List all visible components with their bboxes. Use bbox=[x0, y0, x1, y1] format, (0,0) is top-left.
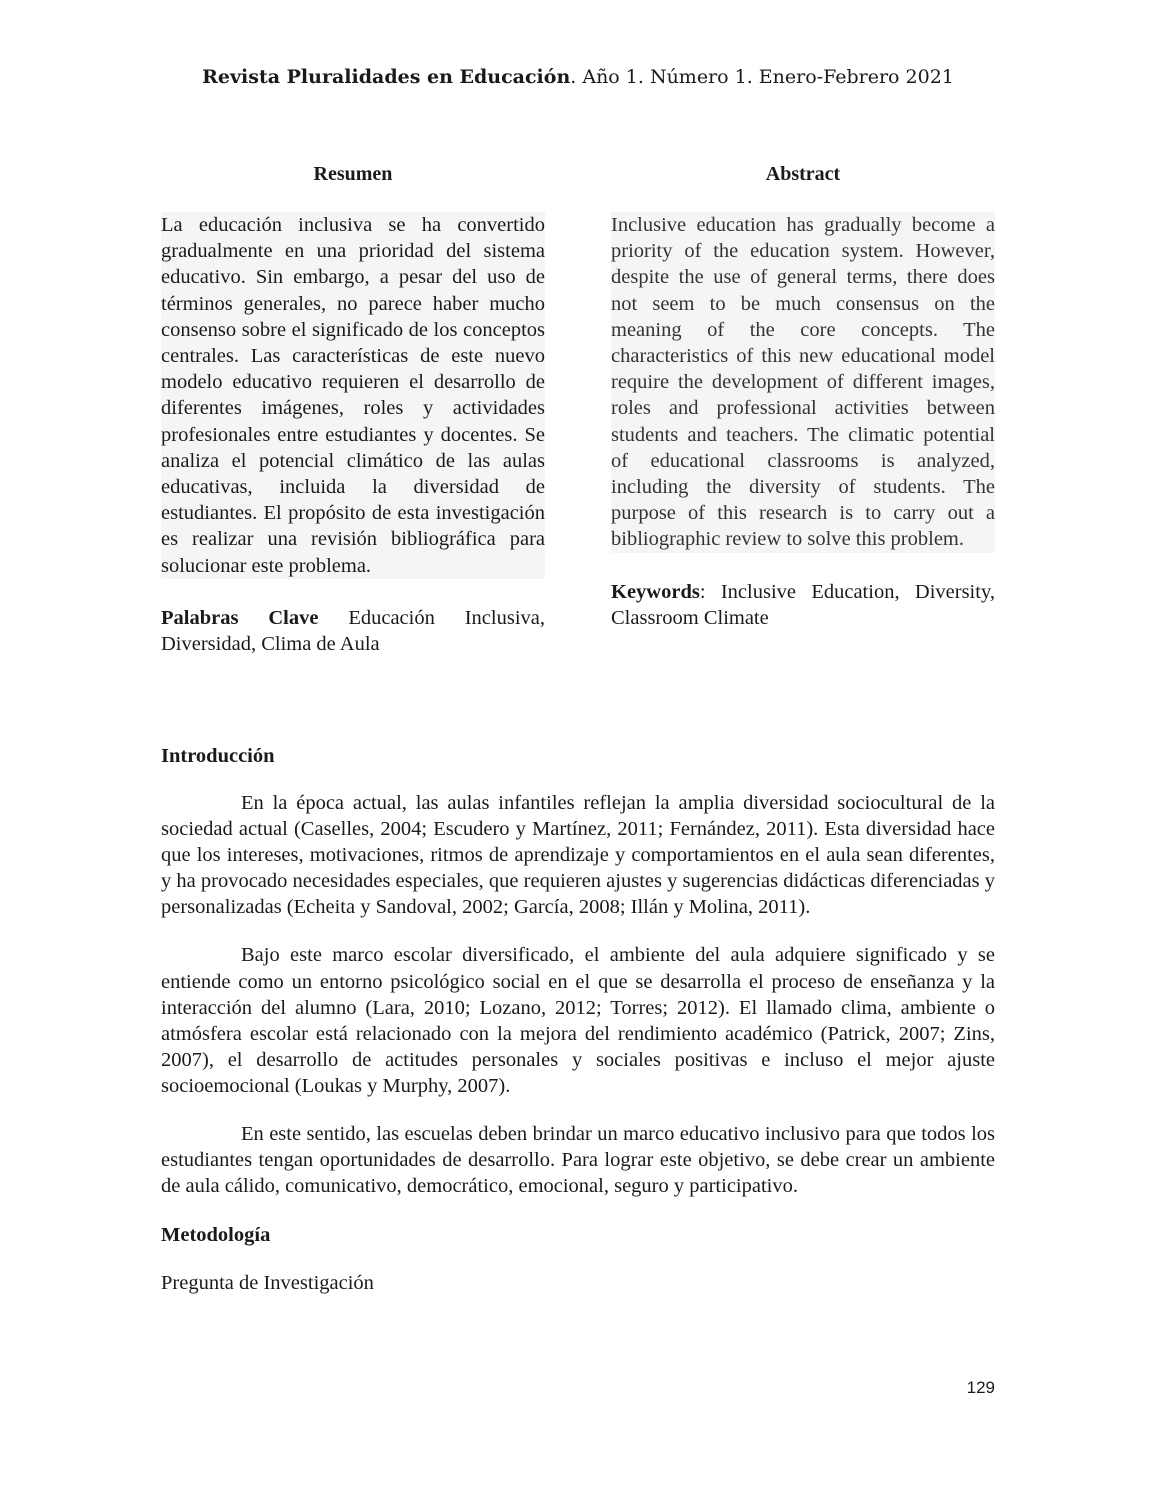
intro-paragraph-1: En la época actual, las aulas infantiles reflejan la amplia diversidad sociocultural de la sociedad actual (Caselles, 2004; Escudero y Martínez, 2011; Fernández, 2011). Esta diversidad hace que los intereses, motivaciones, ritmos de aprendizaje y comportamientos en el aula sean diferentes, y ha provocado necesidades especiales, que requieren ajustes y sugerencias didácticas diferenciadas y personalizadas (Echeita y Sandoval, 2002; García, 2008; Illán y Molina, 2011). bbox=[161, 792, 995, 919]
journal-title: Revista Pluralidades en Educación bbox=[202, 66, 571, 88]
issue-info: . Año 1. Número 1. Enero-Febrero 2021 bbox=[570, 66, 954, 88]
resumen-text: La educación inclusiva se ha convertido gradualmente en una prioridad del sistema educativo. Sin embargo, a pesar del uso de términos generales, no parece haber mucho consenso sobre el significado de los conceptos centrales. Las características de este nuevo modelo educativo requieren el desarrollo de diferentes imágenes, roles y actividades profesionales entre estudiantes y docentes. Se analiza el potencial climático de las aulas educativas, incluida la diversidad de estudiantes. El propósito de esta investigación es realizar una revisión bibliográfica para solucionar este problema. bbox=[161, 212, 545, 579]
resumen-column bbox=[161, 160, 545, 657]
resumen-title: Resumen bbox=[313, 163, 393, 185]
abstract-keywords-label: Keywords bbox=[611, 580, 700, 603]
intro-paragraph-2: Bajo este marco escolar diversificado, el ambiente del aula adquiere significado y se entiende como un entorno psicológico social en el que se desarrolla el proceso de enseñanza y la interacción del alumno (Lara, 2010; Lozano, 2012; Torres; 2012). El llamado clima, ambiente o atmósfera escolar está relacionado con la mejora del rendimiento académico (Patrick, 2007; Zins, 2007), el desarrollo de actitudes personales y sociales positivas e incluso el mejor ajuste socioemocional (Loukas y Murphy, 2007). bbox=[161, 944, 995, 1097]
intro-paragraph-3: En este sentido, las escuelas deben brindar un marco educativo inclusivo para que todos los estudiantes tengan oportunidades de desarrollo. Para lograr este objetivo, se debe crear un ambiente de aula cálido, comunicativo, democrático, emocional, seguro y participativo. bbox=[161, 1123, 995, 1198]
introduccion-heading: Introducción bbox=[161, 745, 275, 767]
abstract-column bbox=[611, 160, 995, 631]
abstract-keywords-list: : Inclusive Education, Diversity, Classroom Climate bbox=[611, 580, 995, 629]
page-number: 129 bbox=[966, 1378, 995, 1397]
research-question-subheading: Pregunta de Investigación bbox=[161, 1272, 374, 1295]
running-header bbox=[0, 66, 1156, 88]
resumen-keywords bbox=[161, 605, 545, 657]
resumen-keywords-list: Educación Inclusiva, Diversidad, Clima de Aula bbox=[161, 606, 545, 656]
abstract-text: Inclusive education has gradually become a priority of the education system. However, despite the use of general terms, there does not seem to be much consensus on the meaning of the core concepts. The characteristics of this new educational model require the development of different images, roles and professional activities between students and teachers. The climatic potential of educational classrooms is analyzed, including the diversity of students. The purpose of this research is to carry out a bibliographic review to solve this problem. bbox=[611, 212, 995, 553]
abstract-title: Abstract bbox=[765, 163, 841, 185]
metodologia-heading: Metodología bbox=[161, 1224, 271, 1247]
abstract-keywords bbox=[611, 579, 995, 631]
main-body bbox=[161, 742, 995, 1297]
resumen-keywords-label: Palabras Clave bbox=[161, 606, 319, 629]
